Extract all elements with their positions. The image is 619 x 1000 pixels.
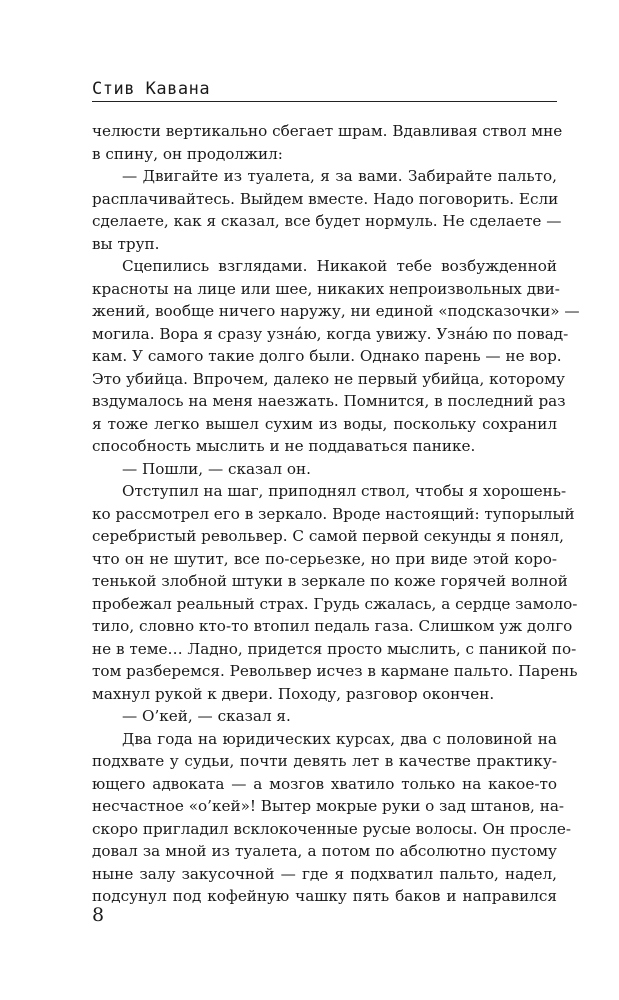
text-line: подсунул под кофейную чашку пять баков и направился [92, 887, 557, 905]
text-line: ко рассмотрел его в зеркало. Вроде настоящий: тупорылый [92, 504, 575, 523]
text-line: несчастное «о’кей»! Вытер мокрые руки о зад штанов, на- [92, 797, 564, 815]
text-line: тило, словно кто-то втопил педаль газа. Слишком уж долго [92, 617, 573, 635]
text-line: махнул рукой к двери. Походу, разговор окончен. [92, 684, 495, 703]
text-line: тенькой злобной штуки в зеркале по коже горячей волной [92, 572, 568, 590]
text-line: сделаете, как я сказал, все будет нормуль. Не сделаете — [92, 212, 562, 230]
text-line: довал за мной из туалета, а потом по абсолютно пустому [92, 842, 557, 860]
text-line: Отступил на шаг, приподнял ствол, чтобы я хорошень- [122, 482, 567, 500]
text-line: челюсти вертикально сбегает шрам. Вдавливая ствол мне [92, 122, 563, 140]
text-line: Сцепились взглядами. Никакой тебе возбужденной [122, 257, 557, 275]
text-line: могила. Вора я сразу узна́ю, когда увижу. Узна́ю по повад- [92, 324, 569, 343]
text-line: жений, вообще ничего наружу, ни единой «подсказочки» — [92, 302, 580, 320]
text-line: скоро пригладил всклокоченные русые волосы. Он просле- [92, 819, 572, 838]
text-line: — Пошли, — сказал он. [122, 459, 311, 478]
text-line: пробежал реальный страх. Грудь сжалась, а сердце замоло- [92, 594, 578, 613]
text-line: ющего адвоката — а мозгов хватило только на какое-то [92, 774, 557, 793]
text-line: вздумалось на меня наезжать. Помнится, в последний раз [92, 392, 566, 410]
text-line: серебристый револьвер. С самой первой секунды я понял, [92, 527, 564, 545]
text-line: что он не шутит, все по-серьезке, но при виде этой коро- [92, 549, 557, 568]
text-line: Два года на юридических курсах, два с половиной на [122, 729, 557, 748]
running-header-author: Стив Кавана [92, 79, 211, 99]
text-line: не в теме… Ладно, придется просто мыслить, с паникой по- [92, 639, 577, 658]
page-number: 8 [92, 904, 105, 926]
page-body-text [92, 120, 580, 908]
text-line: красноты на лице или шее, никаких непроизвольных дви- [92, 279, 560, 298]
text-line: подхвате у судьи, почти девять лет в качестве практику- [92, 752, 557, 770]
text-line: в спину, он продолжил: [92, 144, 283, 163]
text-line: — О’кей, — сказал я. [122, 707, 291, 725]
text-line: Это убийца. Впрочем, далеко не первый убийца, которому [92, 369, 565, 388]
text-line: кам. У самого такие долго были. Однако парень — не вор. [92, 347, 562, 365]
text-line: я тоже легко вышел сухим из воды, поскольку сохранил [92, 414, 557, 433]
text-line: расплачивайтесь. Выйдем вместе. Надо поговорить. Если [92, 189, 559, 208]
text-line: том разберемся. Револьвер исчез в кармане пальто. Парень [92, 662, 578, 680]
text-line: — Двигайте из туалета, я за вами. Забирайте пальто, [122, 167, 557, 185]
running-header [92, 75, 557, 102]
text-line: ныне залу закусочной — где я подхватил пальто, надел, [92, 864, 557, 883]
text-line: способность мыслить и не поддаваться панике. [92, 437, 476, 455]
text-line: вы труп. [92, 234, 160, 253]
